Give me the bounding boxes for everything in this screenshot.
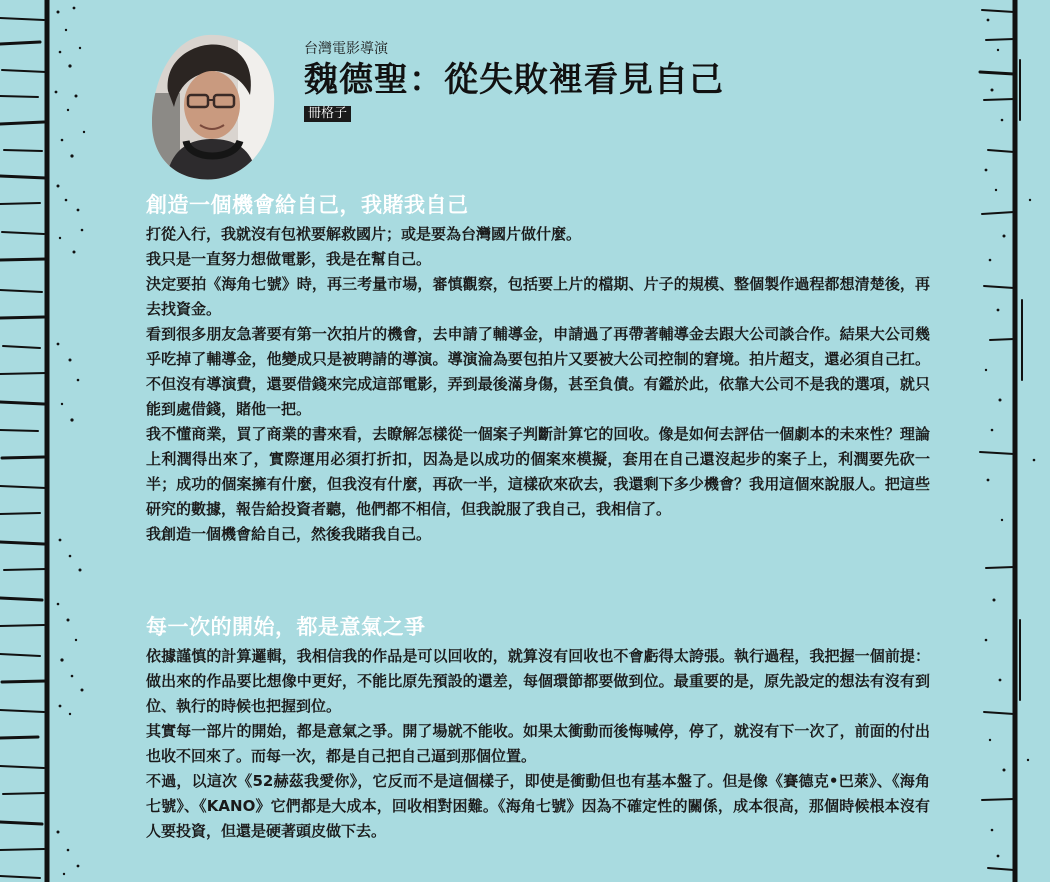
section-heading: 每一次的開始，都是意氣之爭: [146, 614, 426, 639]
paragraph: 打從入行，我就沒有包袱要解救國片；或是要為台灣國片做什麼。: [146, 225, 582, 243]
paragraph: 我創造一個機會給自己，然後我賭我自己。: [146, 525, 432, 543]
article-title: 魏德聖：從失敗裡看見自己: [304, 60, 724, 100]
article-section-1: [146, 190, 930, 547]
article-section-2: [146, 612, 930, 844]
paragraph: 我只是一直努力想做電影，我是在幫自己。: [146, 250, 432, 268]
paragraph: 不過，以這次《52赫茲我愛你》，它反而不是這個樣子，即使是衝動但也有基本盤了。但是像《賽德克•巴萊》、《海角七號》、《KANO》它們都是大成本，回收相對困難。《海角七號》因為不確定性的關係，成本很高，那個時候根本沒有人要投資，但還是硬著頭皮做下去。: [146, 772, 930, 840]
paragraph: 其實每一部片的開始，都是意氣之爭。開了場就不能收。如果太衝動而後悔喊停，停了，就沒有下一次了，前面的付出也收不回來了。而每一次，都是自己把自己逼到那個位置。: [146, 722, 930, 765]
paragraph: 我不懂商業，買了商業的書來看，去瞭解怎樣從一個案子判斷計算它的回收。像是如何去評估一個劇本的未來性？理論上利潤得出來了，實際運用必須打折扣，因為是以成功的個案來模擬，套用在自己還沒起步的案子上，利潤要先砍一半；成功的個案擁有什麼，但我沒有什麼，再砍一半，這樣砍來砍去，我還剩下多少機會？我用這個來說服人。把這些研究的數據，報告給投資者聽，他們都不相信，但我說服了我自己，我相信了。: [146, 425, 930, 518]
paragraph: 決定要拍《海角七號》時，再三考量市場，審慎觀察，包括要上片的檔期、片子的規模、整個製作過程都想清楚後，再去找資金。: [146, 275, 930, 318]
paragraph: 依據謹慎的計算邏輯，我相信我的作品是可以回收的，就算沒有回收也不會虧得太誇張。執行過程，我把握一個前提：做出來的作品要比想像中更好，不能比原先預設的還差，每個環節都要做到位。最重要的是，原先設定的想法有沒有到位、執行的時候也把握到位。: [146, 647, 930, 715]
director-portrait: [150, 33, 276, 181]
author-badge: 冊格子: [304, 106, 351, 122]
article-kicker: 台灣電影導演: [304, 41, 388, 57]
paragraph: 看到很多朋友急著要有第一次拍片的機會，去申請了輔導金，申請過了再帶著輔導金去跟大公司談合作。結果大公司幾乎吃掉了輔導金，他變成只是被聘請的導演。導演淪為要包拍片又要被大公司控制的窘境。拍片超支，還必須自己扛。不但沒有導演費，還要借錢來完成這部電影，弄到最後滿身傷，甚至負債。有鑑於此，依靠大公司不是我的選項，就只能到處借錢，賭他一把。: [146, 325, 930, 418]
left-decorative-border: [0, 0, 92, 882]
section-heading: 創造一個機會給自己，我賭我自己: [146, 192, 469, 217]
article-header: [304, 40, 904, 122]
right-decorative-border: [978, 0, 1050, 882]
